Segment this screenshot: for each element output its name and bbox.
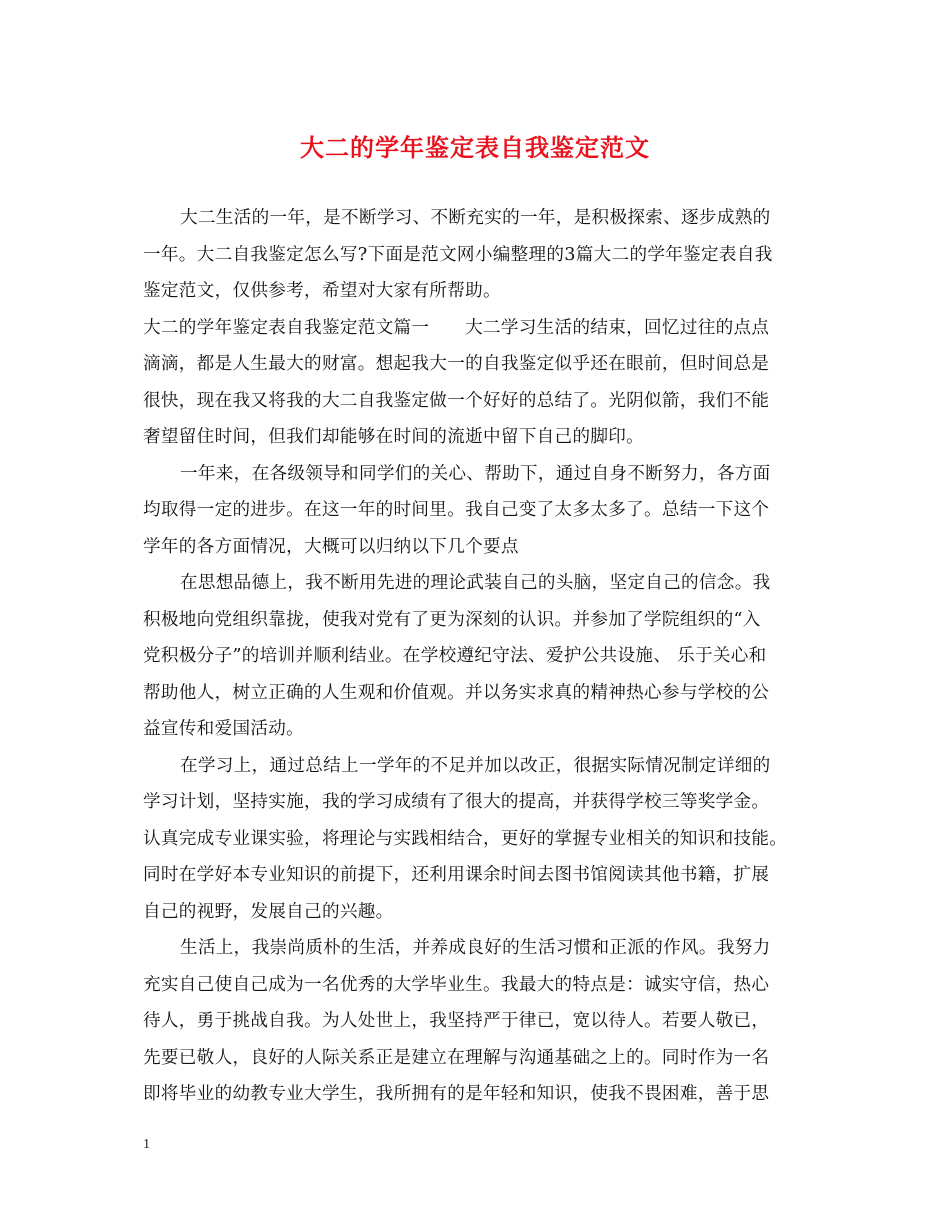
body-line: 大二的学年鉴定表自我鉴定范文篇一 大二学习生活的结束，回忆过往的点点 [143,317,770,338]
body-line: 即将毕业的幼教专业大学生，我所拥有的是年轻和知识，使我不畏困难，善于思 [143,1084,770,1104]
body-line: 认真完成专业课实验，将理论与实践相结合，更好的掌握专业相关的知识和技能。 [143,828,788,849]
body-line: 党积极分子”的培训并顺利结业。在学校遵纪守法、爱护公共设施、 乐于关心和 [143,646,767,666]
body-line: 均取得一定的进步。在这一年的时间里。我自己变了太多太多了。总结一下这个 [143,500,770,520]
body-line: 很快，现在我又将我的大二自我鉴定做一个好好的总结了。光阴似箭，我们不能 [143,390,770,411]
body-line: 在思想品德上，我不断用先进的理论武装自己的头脑，坚定自己的信念。我 [180,573,771,593]
body-line: 大二生活的一年，是不断学习、不断充实的一年，是积极探索、逐步成熟的 [180,208,771,228]
body-line: 鉴定范文，仅供参考，希望对大家有所帮助。 [143,281,501,301]
document-body [143,200,823,1113]
body-line: 学习计划，坚持实施，我的学习成绩有了很大的提高，并获得学校三等奖学金。 [143,792,770,812]
body-line: 一年来，在各级领导和同学们的关心、帮助下，通过自身不断努力，各方面 [180,463,771,484]
body-line: 生活上，我崇尚质朴的生活，并养成良好的生活习惯和正派的作风。我努力 [180,938,771,958]
body-line: 一年。大二自我鉴定怎么写?下面是范文网小编整理的3篇大二的学年鉴定表自我 [143,244,773,265]
body-line: 在学习上，通过总结上一学年的不足并加以改正，很据实际情况制定详细的 [180,755,771,776]
body-line: 积极地向党组织靠拢，使我对党有了更为深刻的认识。并参加了学院组织的“入 [143,609,761,630]
body-line: 益宣传和爱国活动。 [143,719,305,739]
body-line: 学年的各方面情况，大概可以归纳以下几个要点 [143,536,519,557]
body-line: 自己的视野，发展自己的兴趣。 [143,901,394,922]
page-number: 1 [143,1137,150,1152]
body-line: 滴滴，都是人生最大的财富。想起我大一的自我鉴定似乎还在眼前，但时间总是 [143,354,770,374]
document-title: 大二的学年鉴定表自我鉴定范文 [300,134,650,162]
body-line: 帮助他人，树立正确的人生观和价值观。并以务实求真的精神热心参与学校的公 [143,682,770,703]
body-line: 待人，勇于挑战自我。为人处世上，我坚持严于律已，宽以待人。若要人敬已， [143,1011,770,1031]
body-line: 先要已敬人，良好的人际关系正是建立在理解与沟通基础之上的。同时作为一名 [143,1047,770,1068]
body-line: 充实自己使自己成为一名优秀的大学毕业生。我最大的特点是：诚实守信，热心 [143,974,770,995]
body-line: 同时在学好本专业知识的前提下，还利用课余时间去图书馆阅读其他书籍，扩展 [143,865,770,885]
body-line: 奢望留住时间，但我们却能够在时间的流逝中留下自己的脚印。 [143,427,645,447]
